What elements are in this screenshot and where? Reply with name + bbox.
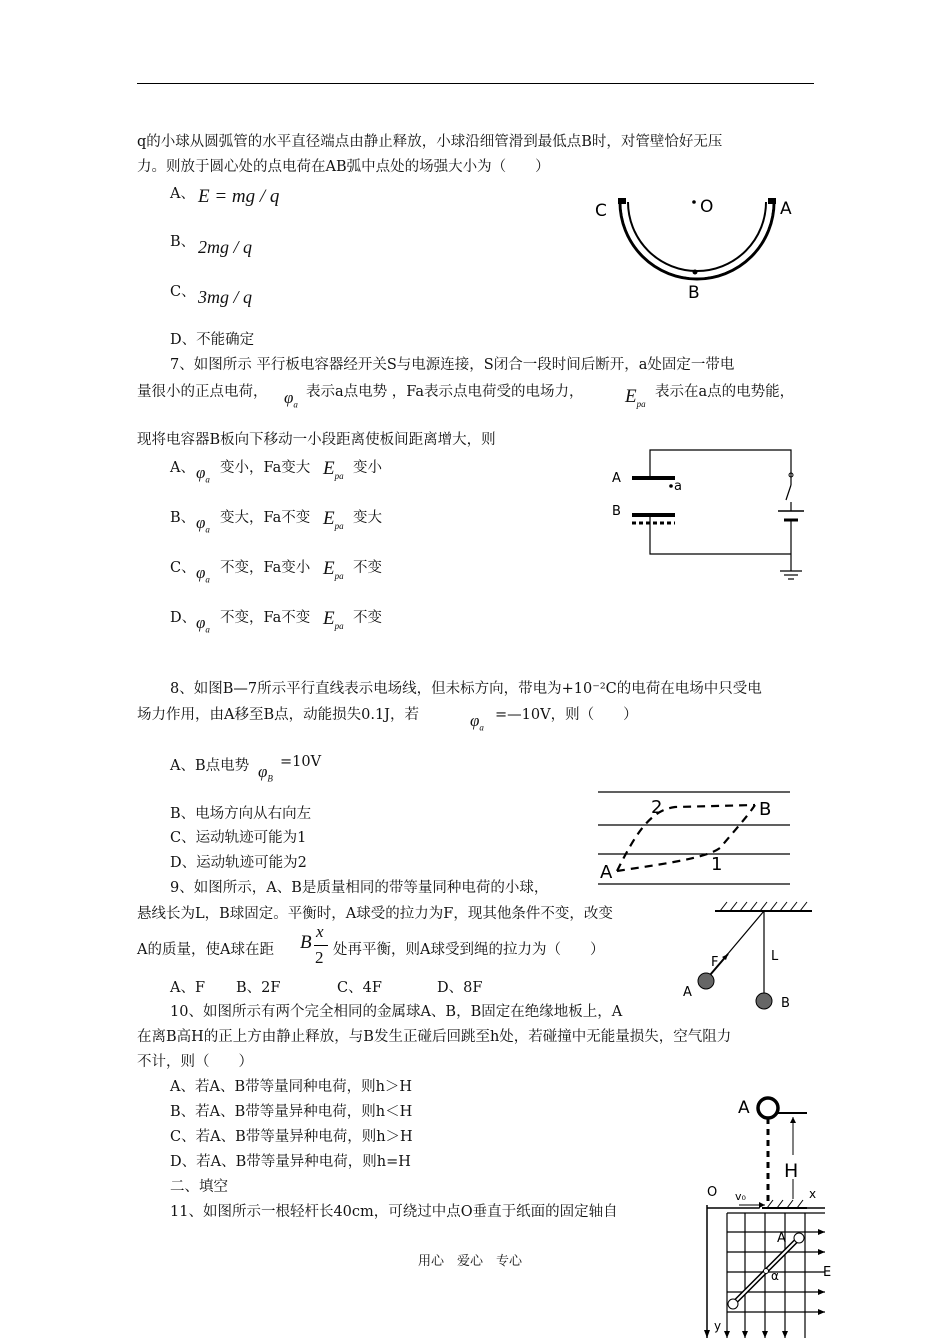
q6-option-b-formula: 2mg / q xyxy=(198,237,252,257)
q11-fig-label-e: E xyxy=(823,1265,832,1280)
q6-fig-label-o: O xyxy=(700,197,714,217)
q11-fig-label-o: O xyxy=(707,1185,718,1200)
q6-fig-label-b: B xyxy=(688,283,700,303)
q11-fig-label-a: A xyxy=(777,1231,786,1246)
q10-option-d: D、若A、B带等量异种电荷，则h=H xyxy=(170,1154,411,1170)
q8-option-a-value: =10V xyxy=(280,754,322,770)
q7-option-d-label: D、 xyxy=(170,610,197,626)
q7-option-d-phi: $\varphi_a$ xyxy=(196,613,210,635)
q10-option-a: A、若A、B带等量同种电荷，则h＞H xyxy=(170,1079,413,1095)
q7-option-b-phi: $\varphi_a$ xyxy=(196,513,210,535)
q9-line1: 9、如图所示，A、B是质量相同的带等量同种电荷的小球， xyxy=(170,880,549,896)
q10-fig-label-h: H xyxy=(784,1160,799,1182)
q9-pendulum-figure xyxy=(675,897,825,1017)
q9-line2: 悬线长为L，B球固定。平衡时，A球受的拉力为F，现其他条件不变，改变 xyxy=(137,906,613,922)
q9-line3-b: 处再平衡，则A球受到绳的拉力为（ ） xyxy=(333,942,605,958)
q9-b-symbol: B xyxy=(300,932,312,953)
q9-fig-label-f: F xyxy=(711,955,719,970)
q8-option-b: B、电场方向从右向左 xyxy=(170,806,312,822)
q7-option-c-t2: 不变 xyxy=(353,560,382,576)
q11-line1: 11、如图所示一根轻杆长40cm，可绕过中点O垂直于纸面的固定轴自 xyxy=(170,1204,618,1220)
q7-option-a-t1: 变小，Fa变大 xyxy=(220,460,311,476)
header-rule xyxy=(137,83,814,84)
q7-option-b-t1: 变大，Fa不变 xyxy=(220,510,311,526)
q7-capacitor-circuit-figure xyxy=(605,445,820,585)
q9-frac-denominator: 2 xyxy=(315,948,324,967)
q7-line1: 7、如图所示 平行板电容器经开关S与电源连接，S闭合一段时间后断开，a处固定一带电 xyxy=(170,357,735,373)
q9-option-d: D、8F xyxy=(437,980,483,996)
q8-line2-a: 场力作用，由A移至B点，动能损失0.1J，若 xyxy=(137,707,419,723)
q10-line1: 10、如图所示有两个完全相同的金属球A、B，B固定在绝缘地板上，A xyxy=(170,1004,623,1020)
q7-option-a-epa: $E_{pa}$ xyxy=(323,458,344,481)
q7-option-a-phi: $\varphi_a$ xyxy=(196,463,210,485)
q8-option-c: C、运动轨迹可能为1 xyxy=(170,830,307,846)
q6-option-c-formula: 3mg / q xyxy=(198,287,252,307)
q6-fig-label-c: C xyxy=(595,201,607,221)
q9-frac-bar xyxy=(314,945,328,946)
q10-line2: 在离B高H的正上方由静止释放，与B发生正碰后回跳至h处，若碰撞中无能量损失，空气阻力 xyxy=(137,1029,732,1045)
q7-option-c-t1: 不变，Fa变小 xyxy=(220,560,311,576)
q6-option-d: D、不能确定 xyxy=(170,332,255,348)
q11-fig-label-x: x xyxy=(809,1187,817,1201)
q10-option-b: B、若A、B带等量异种电荷，则h＜H xyxy=(170,1104,413,1120)
q8-option-d: D、运动轨迹可能为2 xyxy=(170,855,307,871)
q8-field-lines-figure xyxy=(595,785,795,890)
q6-line1: q的小球从圆弧管的水平直径端点由静止释放，小球沿细管滑到最低点B时，对管壁恰好无压 xyxy=(137,134,723,150)
q7-option-c-phi: $\varphi_a$ xyxy=(196,563,210,585)
q9-line3-a: A的质量，使A球在距 xyxy=(137,942,274,958)
section-fill-in-title: 二、填空 xyxy=(170,1179,228,1195)
q7-fig-label-a: A xyxy=(612,471,621,486)
q9-option-a: A、F xyxy=(170,980,206,996)
q10-line3: 不计，则（ ） xyxy=(137,1054,253,1070)
q9-fig-label-a: A xyxy=(683,985,692,1000)
q7-option-a-label: A、 xyxy=(170,460,195,476)
q8-fig-label-b: B xyxy=(759,799,772,820)
q6-line2: 力。则放于圆心处的点电荷在AB弧中点处的场强大小为（ ） xyxy=(137,159,550,175)
q6-option-b-label: B、 xyxy=(170,234,196,250)
q7-epa-symbol: $E_{pa}$ xyxy=(625,386,646,409)
q8-phi-a-symbol: $\varphi_a$ xyxy=(470,711,484,733)
q9-fig-label-b: B xyxy=(781,996,790,1011)
q6-fig-label-a: A xyxy=(780,199,792,219)
q7-line2-a: 量很小的正点电荷， xyxy=(137,384,268,400)
q8-fig-label-1: 1 xyxy=(711,854,723,875)
q7-option-b-label: B、 xyxy=(170,510,196,526)
q9-fig-label-l: L xyxy=(771,949,779,964)
q9-frac-numerator: x xyxy=(316,922,324,941)
q10-fig-label-a: A xyxy=(738,1098,750,1118)
q8-phi-b-symbol: $\varphi_B$ xyxy=(258,762,273,784)
q11-rod-field-figure xyxy=(697,1180,837,1344)
q7-fig-label-b: B xyxy=(612,504,621,519)
q6-option-c-label: C、 xyxy=(170,284,196,300)
q7-line3: 现将电容器B板向下移动一小段距离使板间距离增大，则 xyxy=(137,432,496,448)
q8-fig-label-2: 2 xyxy=(651,797,663,818)
q9-option-c: C、4F xyxy=(337,980,382,996)
q8-line2-b: =—10V，则（ ） xyxy=(495,707,638,723)
q11-fig-label-v0: v₀ xyxy=(735,1190,746,1203)
q7-phi-symbol: $\varphi_a$ xyxy=(284,388,298,410)
q7-option-b-epa: $E_{pa}$ xyxy=(323,508,344,531)
q7-line2-c: 表示在a点的电势能， xyxy=(655,384,795,400)
q6-option-a-formula: E = mg / q xyxy=(198,186,280,207)
q7-line2-b: 表示a点电势 ，Fa表示点电荷受的电场力， xyxy=(306,384,584,400)
page-footer: 用心 爱心 专心 xyxy=(418,1254,523,1269)
q8-option-a-text: A、B点电势 xyxy=(170,758,250,774)
q8-line1: 8、如图B—7所示平行直线表示电场线，但未标方向，带电为+10⁻²C的电荷在电场中只受电 xyxy=(170,681,762,697)
q6-option-a-label: A、 xyxy=(170,186,195,202)
q7-option-c-label: C、 xyxy=(170,560,196,576)
q9-option-b: B、2F xyxy=(236,980,281,996)
q7-option-d-t1: 不变，Fa不变 xyxy=(220,610,311,626)
q8-fig-label-a: A xyxy=(600,862,613,883)
q7-option-a-t2: 变小 xyxy=(353,460,382,476)
q11-fig-label-y: y xyxy=(714,1319,722,1333)
q10-option-c: C、若A、B带等量异种电荷，则h＞H xyxy=(170,1129,413,1145)
q7-option-c-epa: $E_{pa}$ xyxy=(323,558,344,581)
q7-option-d-t2: 不变 xyxy=(353,610,382,626)
q7-option-d-epa: $E_{pa}$ xyxy=(323,608,344,631)
q6-semicircle-tube-figure xyxy=(590,190,810,305)
q11-fig-label-alpha: α xyxy=(771,1269,779,1283)
q7-option-b-t2: 变大 xyxy=(353,510,382,526)
q7-fig-label-point-a: a xyxy=(674,479,682,494)
